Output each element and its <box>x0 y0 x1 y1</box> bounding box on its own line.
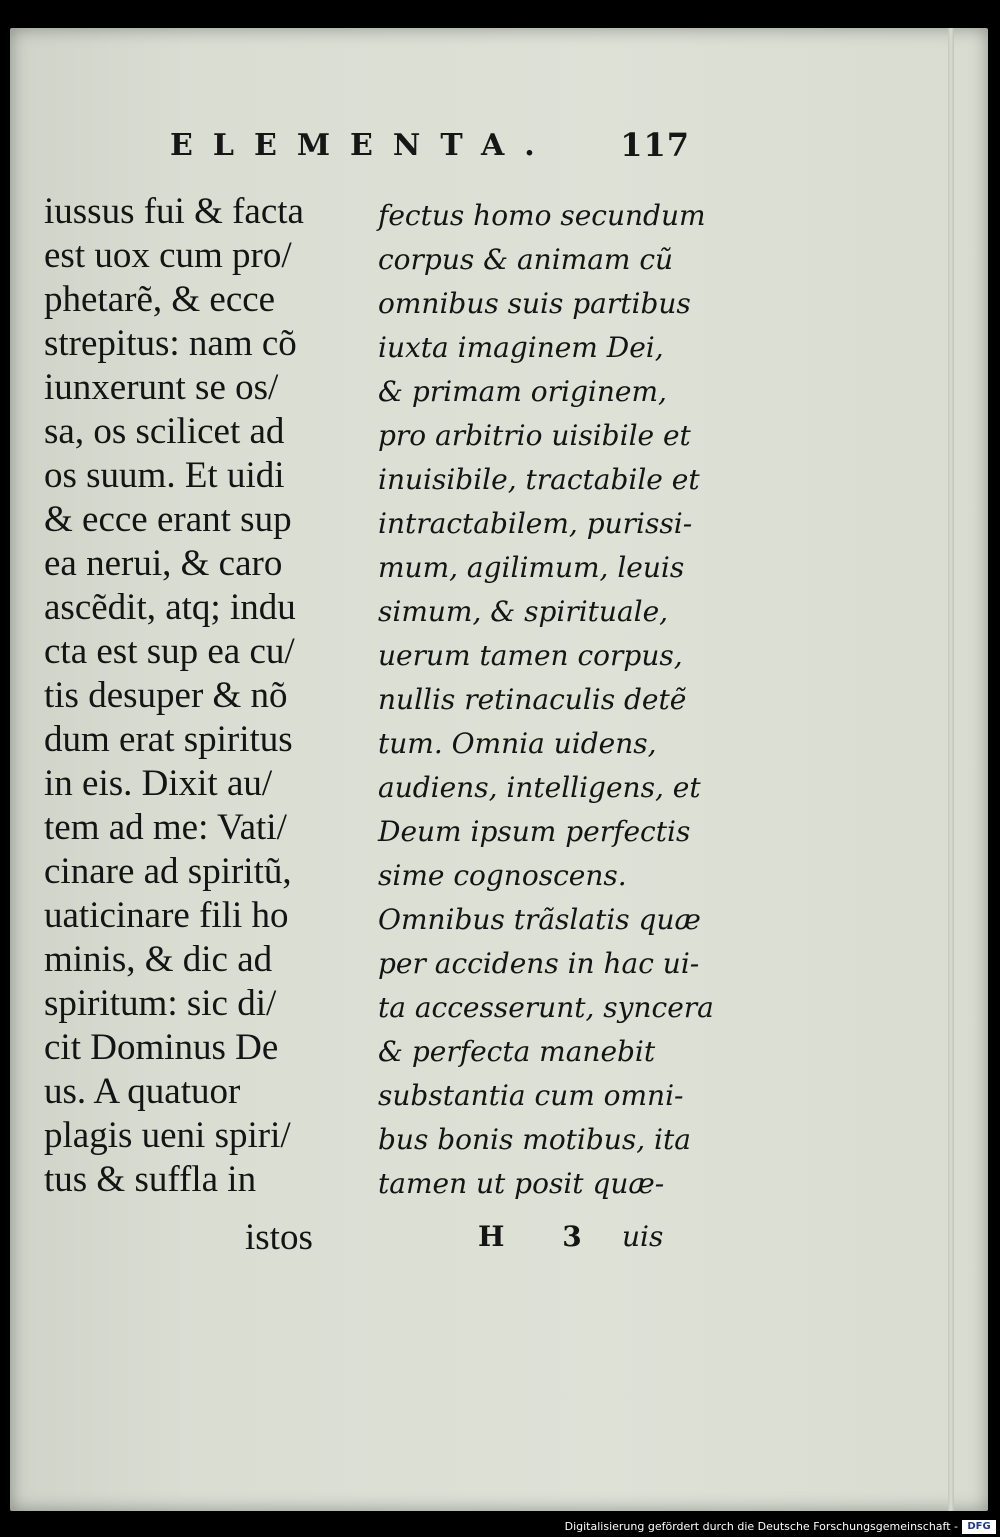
page-header <box>170 128 690 172</box>
text-line: audiens, intelligens, et <box>378 771 701 804</box>
running-title: ELEMENTA. <box>170 128 555 163</box>
text-line: uerum tamen corpus, <box>378 639 683 672</box>
digitization-credit: Digitalisierung gefördert durch die Deutsche Forschungsgemeinschaft - <box>564 1520 958 1533</box>
text-line: omnibus suis partibus <box>378 287 691 320</box>
text-line: phetarẽ, & ecce <box>44 279 276 320</box>
text-line: us. A quatuor <box>44 1071 241 1112</box>
text-line: iuxta imaginem Dei, <box>378 331 664 364</box>
text-line: iussus fui & facta <box>44 191 304 232</box>
text-line: cit Dominus De <box>44 1027 279 1068</box>
text-line: iunxerunt se os/ <box>44 367 279 408</box>
text-line: Omnibus trãslatis quæ <box>378 903 701 936</box>
text-line: uaticinare fili ho <box>44 895 289 936</box>
text-line: mum, agilimum, leuis <box>378 551 685 584</box>
text-line: tamen ut posit quæ- <box>378 1167 665 1200</box>
dfg-logo: DFG <box>962 1520 996 1534</box>
text-line: sa, os scilicet ad <box>44 411 285 452</box>
text-line: tis desuper & nõ <box>44 675 288 716</box>
text-line: ea nerui, & caro <box>44 543 283 584</box>
page-edge <box>948 28 954 1511</box>
text-line: tus & suffla in <box>44 1159 257 1200</box>
text-line: strepitus: nam cõ <box>44 323 297 364</box>
right-text-column <box>378 194 714 1206</box>
text-line: tem ad me: Vati/ <box>44 807 287 848</box>
right-catchword: uis <box>622 1220 664 1253</box>
text-line: in eis. Dixit au/ <box>44 763 273 804</box>
text-line: nullis retinaculis detẽ <box>378 683 687 716</box>
text-line: sime cognoscens. <box>378 859 627 892</box>
text-line: bus bonis motibus, ita <box>378 1123 691 1156</box>
text-line: cinare ad spiritũ, <box>44 851 292 892</box>
text-line: dum erat spiritus <box>44 719 293 760</box>
text-line: ta accesserunt, syncera <box>378 991 714 1024</box>
text-line: plagis ueni spiri/ <box>44 1115 291 1156</box>
text-line: ascẽdit, atq; indu <box>44 587 296 628</box>
text-line: & perfecta manebit <box>378 1035 656 1068</box>
text-line: cta est sup ea cu/ <box>44 631 295 672</box>
left-text-column <box>44 190 354 1202</box>
text-line: pro arbitrio uisibile et <box>378 419 691 452</box>
text-line: spiritum: sic di/ <box>44 983 277 1024</box>
signature-mark: H 3 <box>478 1220 606 1253</box>
text-line: substantia cum omni- <box>378 1079 684 1112</box>
text-line: fectus homo secundum <box>378 199 706 232</box>
text-line: & ecce erant sup <box>44 499 292 540</box>
text-line: tum. Omnia uidens, <box>378 727 657 760</box>
left-catchword: istos <box>245 1217 313 1258</box>
text-line: simum, & spirituale, <box>378 595 669 628</box>
text-line: os suum. Et uidi <box>44 455 285 496</box>
text-line: inuisibile, tractabile et <box>378 463 700 496</box>
text-line: per accidens in hac ui- <box>378 947 700 980</box>
text-line: corpus & animam cũ <box>378 243 674 276</box>
text-line: intractabilem, purissi- <box>378 507 693 540</box>
text-line: est uox cum pro/ <box>44 235 292 276</box>
text-line: & primam originem, <box>378 375 667 408</box>
text-line: minis, & dic ad <box>44 939 273 980</box>
page-number: 117 <box>620 126 690 164</box>
text-line: Deum ipsum perfectis <box>378 815 691 848</box>
